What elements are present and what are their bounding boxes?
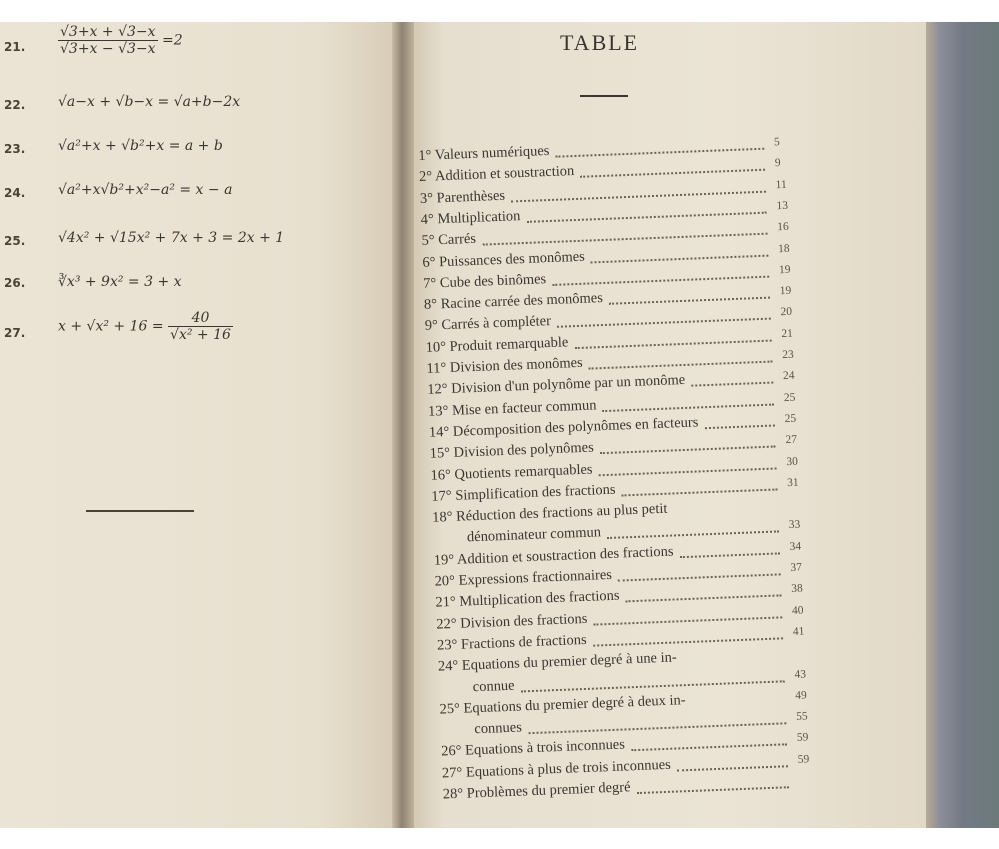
toc-page-number: 41: [792, 625, 805, 638]
toc-page-number: 13: [776, 199, 789, 213]
fraction-numerator: √3+x + √3−x: [60, 24, 156, 40]
toc-entry-label: connue: [472, 677, 515, 695]
toc-entry-label: 5° Carrés: [421, 231, 477, 250]
toc-entry-label: 12° Division d'un polynôme par un monôme: [426, 372, 686, 399]
toc-leader-dots: [625, 589, 781, 603]
toc-entry-label: 25° Equations du premier degré à deux in-: [439, 691, 686, 718]
toc-page-number: 24: [782, 370, 795, 383]
equation-expression: √4x² + √15x² + 7x + 3 = 2x + 1: [58, 230, 285, 246]
toc-page-number: 20: [780, 306, 793, 319]
toc-page-number: 49: [795, 689, 808, 702]
equation-expression: √a−x + √b−x = √a+b−2x: [58, 94, 241, 110]
toc-leader-dots: [609, 291, 770, 305]
toc-page-number: 38: [790, 582, 803, 596]
equation-number: 23.: [4, 142, 26, 156]
toc-leader-dots: [580, 163, 765, 178]
toc-leader-dots: [691, 376, 773, 387]
toc-entry-label: 24° Equations du premier degré à une in-: [437, 649, 677, 675]
toc-entry-label: 26° Equations à trois inconnues: [440, 736, 626, 760]
toc-leader-dots: [598, 461, 776, 476]
toc-entry-label: 1° Valeurs numériques: [418, 142, 550, 164]
toc-leader-dots: [705, 418, 775, 429]
toc-leader-dots: [593, 631, 783, 646]
equation-fraction: [58, 24, 158, 57]
toc-page-number: 37: [790, 561, 803, 575]
fraction-denominator: √3+x − √3−x: [60, 41, 156, 57]
toc-entry-label: connues: [474, 719, 523, 738]
toc-page-number: 19: [778, 263, 791, 277]
toc-page-number: 55: [795, 710, 808, 723]
toc-leader-dots: [607, 525, 779, 540]
toc-page-number: 59: [797, 753, 810, 766]
toc-leader-dots: [617, 567, 780, 581]
toc-entry-label: 19° Addition et soustraction des fractions: [433, 543, 674, 569]
toc-leader-dots: [588, 355, 772, 370]
toc-leader-dots: [552, 269, 769, 285]
toc-entry-label: 15° Division des polynômes: [429, 439, 595, 462]
toc-leader-dots: [590, 248, 768, 263]
equation-number: 27.: [4, 326, 26, 340]
equation-26: [0, 268, 380, 312]
table-of-contents: [418, 133, 843, 808]
fraction-denominator: √x² + 16: [170, 327, 231, 343]
toc-entry-label: 6° Puissances des monômes: [422, 248, 586, 271]
toc-entry-label: 7° Cube des binômes: [422, 270, 547, 292]
toc-page-number: 34: [789, 540, 802, 553]
toc-page-number: 27: [785, 433, 798, 447]
toc-leader-dots: [621, 482, 777, 496]
toc-leader-dots: [637, 780, 789, 794]
equation-lhs: x + √x² + 16 =: [58, 318, 164, 335]
toc-entry-label: 2° Addition et soustraction: [418, 163, 575, 186]
toc-page-number: 11: [775, 178, 787, 191]
equation-fraction: [168, 310, 233, 343]
toc-page-number: 25: [784, 412, 797, 426]
toc-entry-label: 21° Multiplication des fractions: [435, 587, 620, 611]
title-divider: [580, 95, 628, 97]
toc-page-number: 19: [779, 284, 792, 298]
book-gutter: [392, 22, 414, 828]
toc-leader-dots: [557, 312, 771, 328]
equation-rhs: =2: [162, 32, 183, 49]
page-title: TABLE: [560, 30, 640, 55]
toc-page-number: 59: [796, 731, 809, 745]
toc-page-number: 5: [773, 136, 781, 149]
equation-expression: √a²+x + √b²+x = a + b: [58, 138, 223, 154]
equation-27: [0, 310, 380, 354]
toc-entry-label: dénominateur commun: [466, 524, 602, 546]
toc-leader-dots: [600, 440, 776, 455]
equation-24: [0, 178, 380, 222]
equation-expression: ∛x³ + 9x² = 3 + x: [58, 274, 182, 290]
equation-25: [0, 224, 380, 268]
toc-entry-label: 3° Parenthèses: [419, 187, 506, 207]
equation-22: [0, 92, 380, 136]
toc-entry-label: 8° Racine carrée des monômes: [423, 290, 604, 313]
fraction-numerator: 40: [168, 310, 233, 327]
equation-expression: √a²+x√b²+x²−a² = x − a: [58, 182, 233, 198]
toc-entry-label: 22° Division des fractions: [435, 610, 588, 633]
toc-entry-label: 14° Décomposition des polynômes en facteurs: [428, 414, 699, 441]
toc-page-number: 30: [786, 455, 799, 468]
toc-entry-label: 20° Expressions fractionnaires: [434, 566, 613, 590]
toc-entry-label: 18° Réduction des fractions au plus petit: [431, 500, 668, 526]
toc-page-number: 21: [781, 327, 794, 340]
toc-entry-label: 11° Division des monômes: [426, 354, 583, 377]
equation-number: 22.: [4, 98, 26, 112]
toc-page-number: 43: [794, 667, 807, 681]
toc-entry-label: 28° Problèmes du premier degré: [442, 779, 631, 803]
toc-entry-label: 16° Quotients remarquables: [430, 461, 593, 484]
section-end-rule: [86, 510, 194, 512]
toc-page-number: 25: [783, 391, 796, 404]
toc-page-number: 31: [786, 476, 799, 489]
toc-leader-dots: [602, 397, 774, 412]
toc-entry-label: 10° Produit remarquable: [425, 334, 569, 356]
equation-23: [0, 134, 380, 178]
toc-page-number: 33: [788, 518, 801, 532]
toc-leader-dots: [631, 738, 787, 752]
toc-leader-dots: [555, 142, 764, 158]
toc-page-number: 9: [774, 157, 781, 170]
toc-page-number: 23: [781, 348, 794, 362]
equation-number: 25.: [4, 234, 26, 248]
toc-leader-dots: [527, 206, 767, 223]
equation-number: 24.: [4, 186, 26, 200]
toc-leader-dots: [680, 546, 780, 558]
toc-entry-label: 27° Equations à plus de trois inconnues: [441, 756, 672, 782]
book-cover-edge: [926, 22, 999, 828]
toc-entry-label: 4° Multiplication: [420, 208, 521, 228]
toc-leader-dots: [593, 610, 782, 625]
equation-number: 21.: [4, 40, 26, 54]
toc-leader-dots: [677, 759, 788, 771]
toc-page-number: 18: [777, 242, 790, 255]
toc-page-number: 16: [777, 221, 790, 234]
toc-entry-label: 9° Carrés à compléter: [424, 313, 552, 335]
toc-entry-label: 17° Simplification des fractions: [431, 481, 616, 505]
toc-entry-label: 13° Mise en facteur commun: [427, 396, 597, 420]
background-strip: [0, 828, 999, 849]
equation-number: 26.: [4, 276, 26, 290]
toc-entry-label: 23° Fractions de fractions: [436, 631, 587, 654]
toc-page-number: 40: [791, 604, 804, 617]
equation-21: [0, 24, 380, 68]
toc-leader-dots: [575, 333, 772, 349]
